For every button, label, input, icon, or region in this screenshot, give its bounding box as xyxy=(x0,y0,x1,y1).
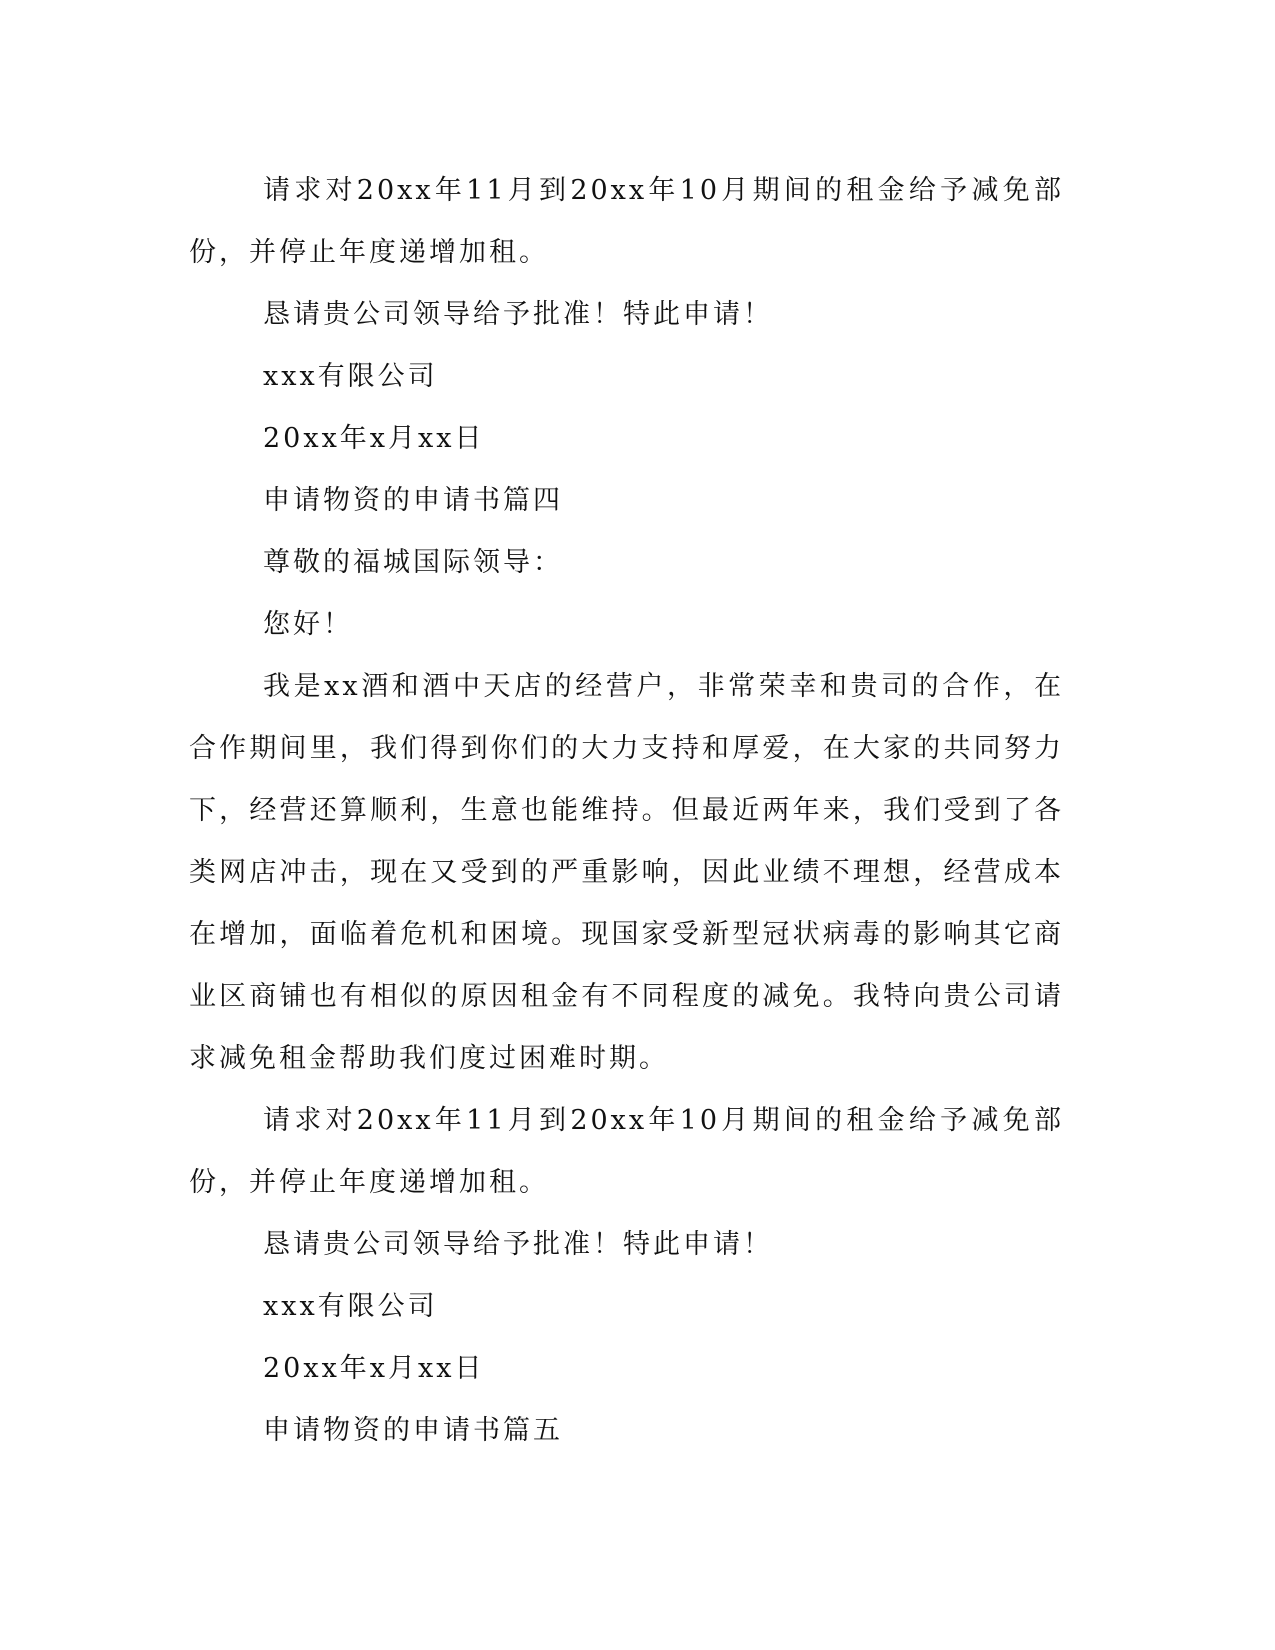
rent-request-paragraph: 请求对20xx年11月到20xx年10月期间的租金给予减免部份，并停止年度递增加租。 xyxy=(189,175,1064,268)
document-body xyxy=(189,160,1064,1462)
approval-request-line: 恳请贵公司领导给予批准！特此申请！ xyxy=(263,299,773,330)
company-signature: xxx有限公司 xyxy=(263,361,438,392)
signature-date: 20xx年x月xx日 xyxy=(263,1353,485,1384)
section-heading-5: 申请物资的申请书篇五 xyxy=(263,1415,563,1446)
greeting: 您好！ xyxy=(263,609,353,640)
body-paragraph: 我是xx酒和酒中天店的经营户，非常荣幸和贵司的合作，在合作期间里，我们得到你们的大力支持和厚爱，在大家的共同努力下，经营还算顺利，生意也能维持。但最近两年来，我们受到了各类网店冲击，现在又受到的严重影响，因此业绩不理想，经营成本在增加，面临着危机和困境。现国家受新型冠状病毒的影响其它商业区商铺也有相似的原因租金有不同程度的减免。我特向贵公司请求减免租金帮助我们度过困难时期。 xyxy=(189,671,1064,1074)
company-signature: xxx有限公司 xyxy=(263,1291,438,1322)
salutation: 尊敬的福城国际领导： xyxy=(263,547,563,578)
signature-date: 20xx年x月xx日 xyxy=(263,423,485,454)
section-heading-4: 申请物资的申请书篇四 xyxy=(263,485,563,516)
rent-request-paragraph: 请求对20xx年11月到20xx年10月期间的租金给予减免部份，并停止年度递增加租。 xyxy=(189,1105,1064,1198)
approval-request-line: 恳请贵公司领导给予批准！特此申请！ xyxy=(263,1229,773,1260)
